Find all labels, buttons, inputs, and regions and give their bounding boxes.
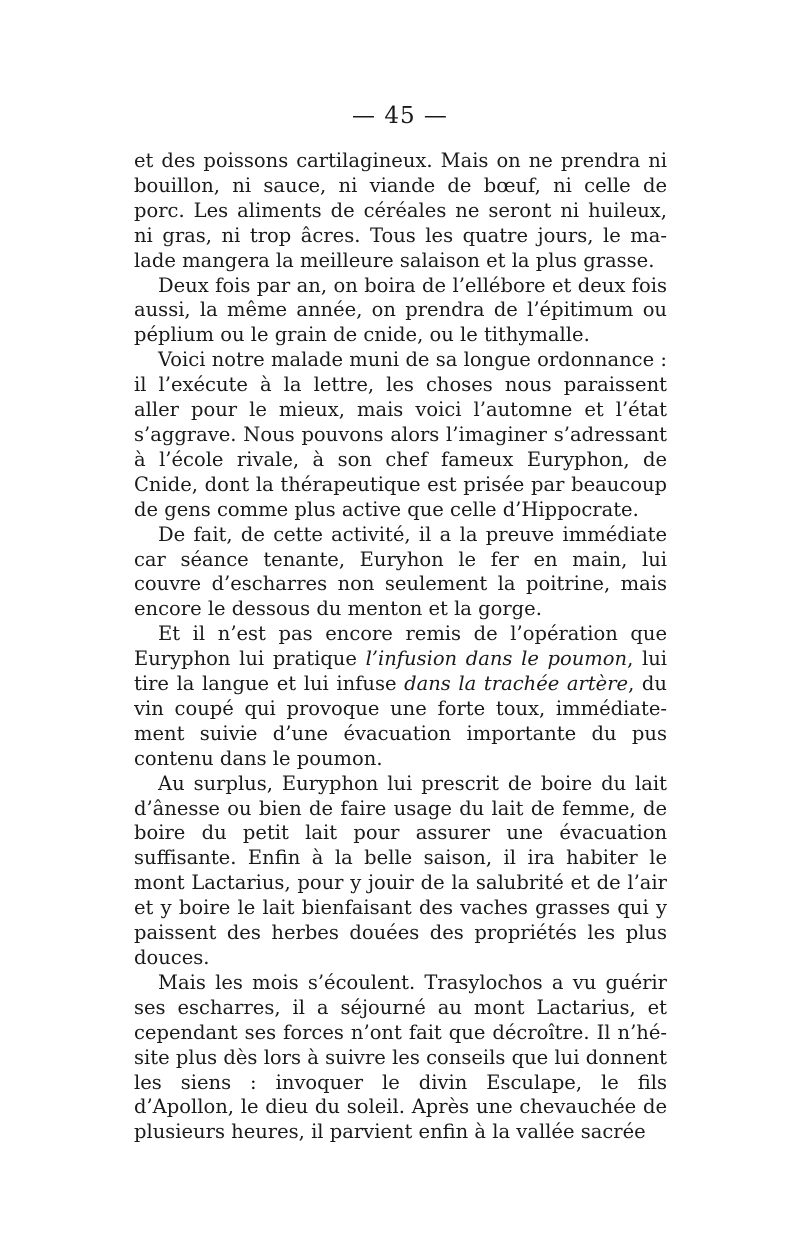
paragraph-4: De fait, de cette activité, il a la preuve immédiate car séance tenante, Euryhon le fer en main, lui couvre d’escharres non seulement la poitrine, mais encore le dessous du menton et la gorge.: [134, 522, 667, 621]
paragraph-5-text-a: Et il n’est pas encore remis de l’opération que Euryphon lui pratique: [134, 622, 667, 671]
paragraph-3: Voici notre malade muni de sa longue ordonnance : il l’exécute à la lettre, les choses nous paraissent aller pour le mieux, mais voici l’automne et l’état s’aggrave. Nous pouvons alors l’imaginer s’adressant à l’école rivale, à son chef fameux Euryphon, de Cnide, dont la thérapeutique est prisée par beaucoup de gens comme plus active que celle d’Hippocrate.: [134, 348, 667, 521]
body-text: [134, 149, 667, 1145]
paragraph-5-text-c: , du vin coupé qui provoque une forte toux, immédiatement suivie d’une évacuation importante du pus contenu dans le poumon.: [134, 672, 667, 770]
paragraph-5-italic-a: l’infusion dans le poumon: [365, 647, 628, 671]
paragraph-5: [134, 622, 667, 771]
paragraph-6: Au surplus, Euryphon lui prescrit de boire du lait d’ânesse ou bien de faire usage du lait de femme, de boire du petit lait pour assurer une évacuation suffisante. Enfin à la belle saison, il ira habiter le mont Lactarius, pour y jouir de la salubrité et de l’air et y boire le lait bienfaisant des vaches grasses qui y paissent des herbes douées des propriétés les plus douces.: [134, 771, 667, 969]
page-number: — 45 —: [352, 103, 448, 129]
paragraph-5-italic-b: dans la trachée artère: [404, 672, 629, 696]
paragraph-7: Mais les mois s’écoulent. Trasylochos a vu guérir ses escharres, il a séjourné au mont Lactarius, et cependant ses forces n’ont fait que décroître. Il n’hésite plus dès lors à suivre les conseils que lui donnent les siens : invoquer le divin Esculape, le fils d’Apollon, le dieu du soleil. Après une chevauchée de plusieurs heures, il parvient enfin à la vallée sacrée: [134, 970, 667, 1144]
paragraph-2: Deux fois par an, on boira de l’ellébore et deux fois aussi, la même année, on prendra de l’épitimum ou péplium ou le grain de cnide, ou le tithymalle.: [134, 273, 667, 347]
paragraph-5-text-b: , lui tire la langue et lui infuse: [134, 647, 667, 696]
paragraph-1: et des poissons cartilagineux. Mais on ne prendra ni bouillon, ni sauce, ni viande de bœuf, ni celle de porc. Les aliments de céréales ne seront ni huileux, ni gras, ni trop âcres. Tous les quatre jours, le malade mangera la meilleure salaison et la plus grasse.: [134, 149, 667, 272]
